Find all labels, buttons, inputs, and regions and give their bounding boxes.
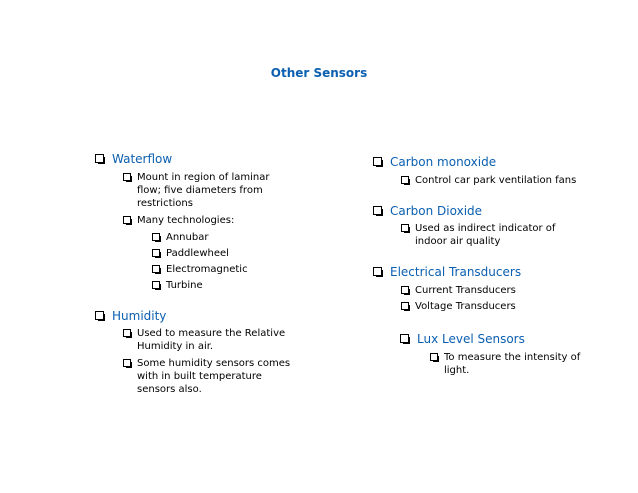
sub-bullet-laminar <box>123 171 293 210</box>
sub-bullet-voltage-transducers <box>401 300 516 313</box>
checkbox-bullet-icon <box>95 154 104 163</box>
bullet-humidity <box>95 309 166 324</box>
sub-bullet-current-transducers <box>401 284 516 297</box>
bullet-label: Carbon monoxide <box>390 155 497 169</box>
sub-bullet-built-in-temperature <box>123 357 298 396</box>
sub-bullet-technologies <box>123 214 234 227</box>
sub-bullet-text: Control car park ventilation fans <box>415 175 577 186</box>
checkbox-bullet-icon <box>373 267 382 276</box>
sub-bullet-text: Used as indirect indicator of indoor air quality <box>415 223 556 247</box>
bullet-label: Lux Level Sensors <box>417 332 525 346</box>
checkbox-bullet-icon <box>123 173 131 181</box>
tech-bullet-text: Annubar <box>166 232 209 243</box>
tech-bullet-turbine <box>152 279 203 292</box>
checkbox-bullet-icon <box>152 249 160 257</box>
checkbox-bullet-icon <box>373 157 382 166</box>
checkbox-bullet-icon <box>400 334 409 343</box>
tech-bullet-text: Electromagnetic <box>166 264 248 275</box>
sub-bullet-text: Some humidity sensors comes with in built temperature sensors also. <box>137 358 291 395</box>
checkbox-bullet-icon <box>152 281 160 289</box>
checkbox-bullet-icon <box>401 302 409 310</box>
bullet-carbon-monoxide <box>373 155 496 170</box>
sub-bullet-air-quality <box>401 222 571 248</box>
bullet-electrical-transducers <box>373 265 521 280</box>
checkbox-bullet-icon <box>123 216 131 224</box>
checkbox-bullet-icon <box>401 176 409 184</box>
sub-bullet-text: Voltage Transducers <box>415 301 516 312</box>
checkbox-bullet-icon <box>401 286 409 294</box>
bullet-label: Electrical Transducers <box>390 265 522 279</box>
bullet-label: Carbon Dioxide <box>390 204 483 218</box>
checkbox-bullet-icon <box>430 353 438 361</box>
sub-bullet-relative-humidity <box>123 327 298 353</box>
tech-bullet-electromagnetic <box>152 263 248 276</box>
bullet-label: Humidity <box>112 309 167 323</box>
sub-bullet-text: To measure the intensity of light. <box>444 352 581 376</box>
bullet-carbon-dioxide <box>373 204 482 219</box>
bullet-waterflow <box>95 152 172 167</box>
checkbox-bullet-icon <box>152 265 160 273</box>
sub-bullet-intensity-of-light <box>430 351 590 377</box>
checkbox-bullet-icon <box>152 233 160 241</box>
sub-bullet-text: Mount in region of laminar flow; five diameters from restrictions <box>137 172 270 209</box>
tech-bullet-text: Paddlewheel <box>166 248 229 259</box>
sub-bullet-text: Used to measure the Relative Humidity in air. <box>137 328 286 352</box>
checkbox-bullet-icon <box>95 311 104 320</box>
bullet-lux-level-sensors <box>400 332 525 347</box>
tech-bullet-paddlewheel <box>152 247 229 260</box>
checkbox-bullet-icon <box>123 329 131 337</box>
checkbox-bullet-icon <box>401 224 409 232</box>
checkbox-bullet-icon <box>373 206 382 215</box>
sub-bullet-ventilation <box>401 174 576 187</box>
bullet-label: Waterflow <box>112 152 173 166</box>
sub-bullet-text: Many technologies: <box>137 215 235 226</box>
checkbox-bullet-icon <box>123 359 131 367</box>
sub-bullet-text: Current Transducers <box>415 285 516 296</box>
tech-bullet-annubar <box>152 231 208 244</box>
tech-bullet-text: Turbine <box>166 280 203 291</box>
slide-title: Other Sensors <box>270 66 368 80</box>
